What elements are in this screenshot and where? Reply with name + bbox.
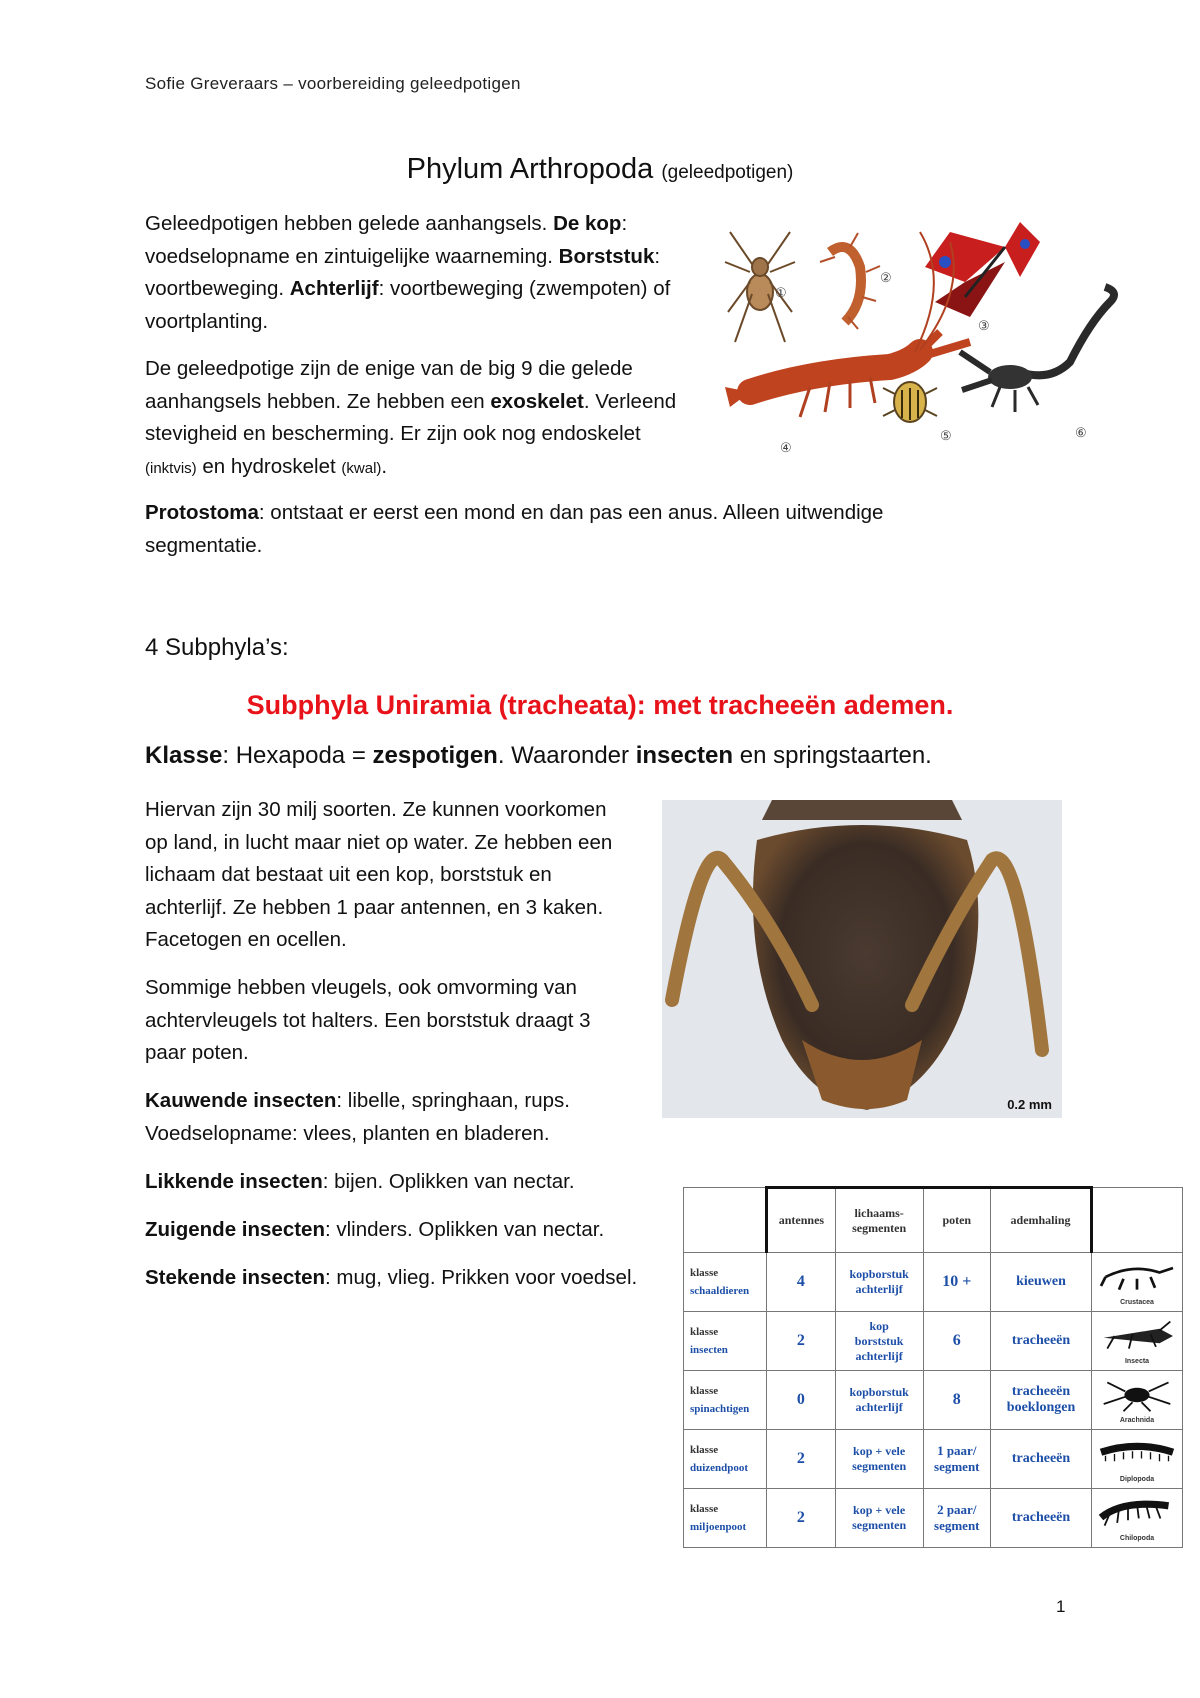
arthropods-illustration	[720, 222, 1140, 482]
header-segmenten: lichaams- segmenten	[835, 1188, 923, 1253]
body-paragraph-3	[145, 1085, 625, 1150]
table-row	[684, 1312, 1183, 1371]
class-label: klasse	[690, 1503, 719, 1515]
label-6: ⑥	[1075, 425, 1087, 440]
ademhaling-cell: tracheeën	[991, 1489, 1092, 1548]
body-paragraph-2: Sommige hebben vleugels, ook omvorming van achtervleugels tot halters. Een borststuk draagt 3 paar poten.	[145, 976, 591, 1064]
animal-icon-cell	[1092, 1253, 1183, 1312]
text: De geleedpotige zijn de enige van de big 9 die gelede aanhangsels hebben. Ze hebben een	[145, 357, 633, 413]
bold-term: Kauwende insecten	[145, 1089, 337, 1112]
text: Geleedpotigen hebben gelede aanhangsels.	[145, 212, 554, 235]
class-name: miljoenpoot	[690, 1521, 747, 1533]
ant-head-photo	[662, 800, 1062, 1118]
empty-header-cell	[1092, 1188, 1183, 1253]
animal-silhouette-icon	[1092, 1436, 1182, 1472]
centipede-drawing	[820, 233, 880, 329]
intro-paragraph-3	[145, 497, 965, 562]
poten-cell: 2 paar/ segment	[923, 1489, 991, 1548]
class-label: klasse	[690, 1385, 719, 1397]
ademhaling-cell: tracheeën	[991, 1430, 1092, 1489]
klasse-line	[145, 742, 932, 770]
intro-paragraph-1	[145, 208, 685, 338]
body-paragraph-1: Hiervan zijn 30 milj soorten. Ze kunnen voorkomen op land, in lucht maar niet op water. Ze hebben een lichaam dat bestaat uit een kop, borststuk en achterlijf. Ze hebben 1 paar antennen, en 3 kaken. Facetogen en ocellen.	[145, 798, 613, 951]
page-title	[0, 153, 1200, 186]
ant-head-drawing	[662, 800, 1062, 1118]
title-main: Phylum Arthropoda	[406, 153, 654, 185]
segmenten-cell: kopborstuk achterlijf	[835, 1371, 923, 1430]
label-3: ③	[978, 318, 990, 333]
poten-cell: 10 +	[923, 1253, 991, 1312]
animal-icon-cell	[1092, 1371, 1183, 1430]
page-header: Sofie Greveraars – voorbereiding geleedpotigen	[145, 74, 521, 93]
label-4: ④	[780, 440, 792, 455]
class-name: duizendpoot	[690, 1462, 749, 1474]
class-cell	[684, 1312, 767, 1371]
body-paragraph-6	[145, 1262, 685, 1295]
table-header-row	[684, 1188, 1183, 1253]
animal-icon-cell	[1092, 1430, 1183, 1489]
arthropod-comparison-table	[683, 1186, 1183, 1548]
poten-cell: 1 paar/ segment	[923, 1430, 991, 1489]
bold-term: Klasse	[145, 742, 223, 769]
beetle-drawing	[883, 382, 937, 422]
body-paragraph-4	[145, 1166, 645, 1199]
header-ademhaling: ademhaling	[991, 1188, 1092, 1253]
class-name: spinachtigen	[690, 1403, 750, 1415]
text: en hydroskelet	[196, 454, 342, 478]
table-row	[684, 1430, 1183, 1489]
class-cell	[684, 1253, 767, 1312]
class-name: schaaldieren	[690, 1285, 750, 1297]
segmenten-cell: kop + vele segmenten	[835, 1430, 923, 1489]
page-number: 1	[1056, 1597, 1066, 1616]
animal-caption: Insecta	[1124, 1357, 1150, 1365]
text: : voortbeweging.	[145, 244, 661, 300]
label-1: ①	[775, 285, 787, 300]
scorpion-drawing	[960, 287, 1114, 412]
animal-caption: Crustacea	[1120, 1298, 1154, 1306]
text: : Hexapoda =	[222, 742, 373, 769]
label-2: ②	[880, 270, 892, 285]
text: : libelle, springhaan, rups. Voedselopname: vlees, planten en bladeren.	[145, 1089, 570, 1145]
text: .	[381, 454, 388, 478]
intro-paragraph-2	[145, 353, 685, 485]
small-text: (inktvis)	[145, 459, 197, 477]
text: : mug, vlieg. Prikken voor voedsel.	[325, 1266, 638, 1289]
text: . Verleend stevigheid en bescherming. Er zijn ook nog endoskelet	[145, 389, 677, 445]
animal-icon-cell	[1092, 1312, 1183, 1371]
class-label: klasse	[690, 1326, 719, 1338]
text: : voortbeweging (zwempoten) of voortplanting.	[145, 277, 671, 333]
table-row	[684, 1253, 1183, 1312]
text: . Waaronder	[497, 742, 636, 769]
animal-caption: Diplopoda	[1119, 1475, 1155, 1483]
animal-icon-cell	[1092, 1489, 1183, 1548]
subphyla-count: 4 Subphyla’s:	[145, 634, 289, 661]
segmenten-cell: kopborstuk achterlijf	[835, 1253, 923, 1312]
bold-term: Achterlijf	[289, 277, 379, 300]
animal-silhouette-icon	[1092, 1377, 1182, 1413]
table-row	[684, 1371, 1183, 1430]
antennes-cell: 4	[767, 1253, 836, 1312]
text: : bijen. Oplikken van nectar.	[322, 1170, 575, 1193]
bold-term: De kop	[553, 212, 622, 235]
class-label: klasse	[690, 1267, 719, 1279]
empty-header-cell	[684, 1188, 767, 1253]
class-cell	[684, 1430, 767, 1489]
antennes-cell: 2	[767, 1312, 836, 1371]
bold-term: Protostoma	[145, 501, 259, 524]
body-paragraph-5	[145, 1214, 645, 1247]
text: : ontstaat er eerst een mond en dan pas een anus. Alleen uitwendige segmentatie.	[145, 501, 884, 557]
scale-bar-label: 0.2 mm	[1007, 1097, 1052, 1112]
ademhaling-cell: tracheeën	[991, 1312, 1092, 1371]
butterfly-drawing	[925, 222, 1040, 317]
animal-caption: Arachnida	[1119, 1416, 1155, 1424]
bold-term: Stekende insecten	[145, 1266, 326, 1289]
bold-term: zespotigen	[372, 742, 498, 769]
animal-silhouette-icon	[1092, 1495, 1182, 1531]
text: en springstaarten.	[733, 742, 932, 769]
class-name: insecten	[690, 1344, 728, 1356]
subphyla-heading: Subphyla Uniramia (tracheata): met tracheeën ademen.	[246, 690, 954, 720]
bold-term: exoskelet	[490, 389, 584, 413]
bold-term: Zuigende insecten	[145, 1218, 325, 1241]
animal-silhouette-icon	[1092, 1259, 1182, 1295]
class-cell	[684, 1489, 767, 1548]
antennes-cell: 2	[767, 1489, 836, 1548]
table-row	[684, 1489, 1183, 1548]
header-antennes: antennes	[767, 1188, 836, 1253]
class-label: klasse	[690, 1444, 719, 1456]
ademhaling-cell: kieuwen	[991, 1253, 1092, 1312]
animal-caption: Chilopoda	[1119, 1534, 1155, 1542]
class-cell	[684, 1371, 767, 1430]
poten-cell: 6	[923, 1312, 991, 1371]
bold-term: Borststuk	[558, 244, 655, 268]
ademhaling-cell: tracheeën boeklongen	[991, 1371, 1092, 1430]
label-5: ⑤	[940, 428, 952, 443]
animal-silhouette-icon	[1092, 1318, 1182, 1354]
title-sub: (geleedpotigen)	[661, 162, 794, 183]
antennes-cell: 0	[767, 1371, 836, 1430]
bold-term: insecten	[635, 742, 734, 769]
segmenten-cell: kop + vele segmenten	[835, 1489, 923, 1548]
bold-term: Likkende insecten	[145, 1170, 323, 1193]
antennes-cell: 2	[767, 1430, 836, 1489]
header-poten: poten	[923, 1188, 991, 1253]
segmenten-cell: kop borststuk achterlijf	[835, 1312, 923, 1371]
text: : vlinders. Oplikken van nectar.	[324, 1218, 605, 1241]
poten-cell: 8	[923, 1371, 991, 1430]
text: : voedselopname en zintuigelijke waarneming.	[145, 212, 628, 268]
small-text: (kwal)	[341, 459, 382, 477]
